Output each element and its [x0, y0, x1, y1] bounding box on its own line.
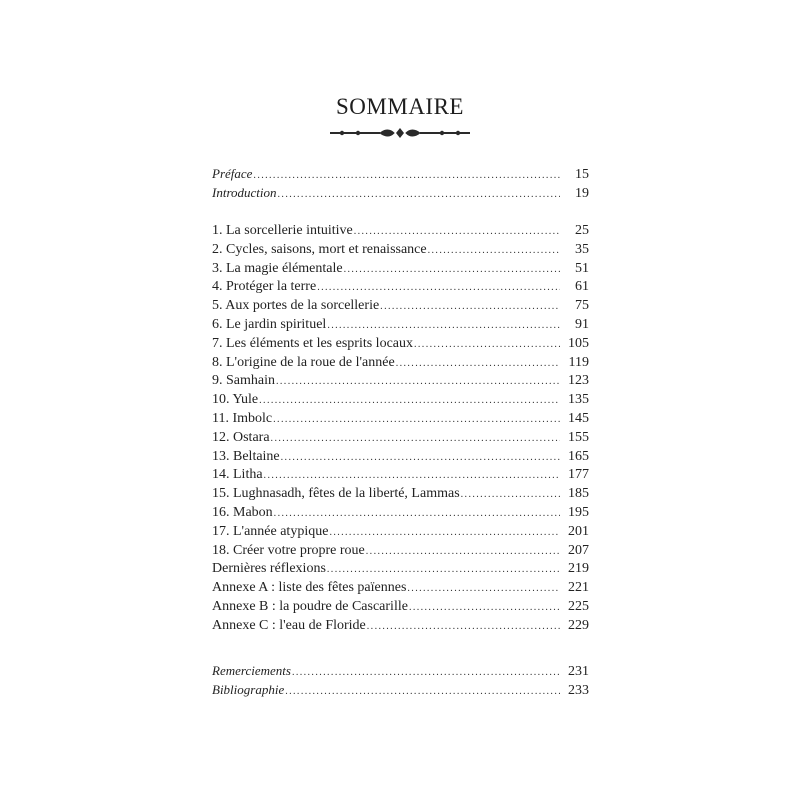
toc-entry — [212, 260, 589, 279]
toc-entry-label: 13. Beltaine — [212, 448, 280, 464]
dot-leader — [271, 430, 560, 449]
toc-entry — [212, 598, 589, 617]
toc-entry — [212, 410, 589, 429]
toc-entry-label: 16. Mabon — [212, 504, 273, 520]
toc-front-matter — [212, 165, 589, 203]
dot-leader — [409, 599, 560, 618]
toc-entry-page: 225 — [568, 598, 589, 614]
toc-entry-label: Remerciements — [212, 663, 291, 678]
toc-entry-label: Dernières réflexions — [212, 561, 326, 577]
toc-entry-label: 11. Imbolc — [212, 410, 273, 426]
toc-entry-page: 221 — [568, 580, 589, 596]
dot-leader — [278, 186, 560, 205]
dot-leader — [407, 580, 560, 599]
toc-entry-label: Préface — [212, 166, 253, 181]
toc-entry — [212, 662, 589, 681]
toc-entry — [212, 297, 589, 316]
toc-entry-label: 17. L'année atypique — [212, 523, 329, 539]
toc-entry-label: 14. Litha — [212, 467, 263, 483]
toc-entry-label: 10. Yule — [212, 392, 259, 408]
toc-entry — [212, 579, 589, 598]
toc-entry — [212, 617, 589, 636]
toc-entry — [212, 485, 589, 504]
toc-entry-page: 207 — [568, 542, 589, 558]
toc-entry-label: 5. Aux portes de la sorcellerie — [212, 298, 380, 314]
toc-entry-page: 185 — [568, 486, 589, 502]
toc-entry-label: Annexe A : liste des fêtes païennes — [212, 580, 407, 596]
toc-entry-page: 155 — [568, 429, 589, 445]
toc-entry — [212, 354, 589, 373]
ornament-divider — [328, 126, 472, 140]
toc-entry-label: Bibliographie — [212, 681, 285, 697]
toc-entry-page: 219 — [568, 561, 589, 577]
toc-entry-page: 75 — [575, 298, 589, 314]
toc-entry-label: 4. Protéger la terre — [212, 279, 317, 295]
dot-leader — [366, 543, 560, 562]
toc-entry-page: 119 — [568, 354, 589, 370]
toc-entry-page: 123 — [568, 373, 589, 389]
toc-back-matter — [212, 662, 589, 700]
toc-entry — [212, 335, 589, 354]
toc-entry-page: 177 — [568, 467, 589, 483]
toc-entry-page: 51 — [575, 260, 589, 276]
toc-entry — [212, 165, 589, 184]
toc-entry-label: 18. Créer votre propre roue — [212, 542, 365, 558]
dot-leader — [327, 317, 560, 336]
toc-entry-page: 15 — [575, 167, 589, 182]
toc-entry — [212, 184, 589, 203]
dot-leader — [367, 618, 560, 637]
toc-entry — [212, 560, 589, 579]
toc-entry-page: 201 — [568, 523, 589, 539]
dot-leader — [274, 505, 560, 524]
toc-entry — [212, 222, 589, 241]
dot-leader — [317, 279, 560, 298]
toc-entry — [212, 241, 589, 260]
toc-entry-page: 19 — [575, 185, 589, 201]
toc-entry-label: 7. Les éléments et les esprits locaux — [212, 335, 413, 351]
toc-entry-label: 3. La magie élémentale — [212, 260, 343, 276]
dot-leader — [259, 392, 560, 411]
toc-entry — [212, 448, 589, 467]
dot-leader — [273, 411, 560, 430]
toc-entry — [212, 391, 589, 410]
dot-leader — [461, 486, 560, 505]
toc-entry — [212, 504, 589, 523]
toc-entry — [212, 542, 589, 561]
toc-entry-page: 135 — [568, 392, 589, 408]
dot-leader — [354, 223, 560, 242]
toc-entry-label: 2. Cycles, saisons, mort et renaissance — [212, 241, 427, 257]
dot-leader — [344, 261, 560, 280]
toc-entry-page: 145 — [568, 410, 589, 426]
toc-entry-label: 8. L'origine de la roue de l'année — [212, 354, 395, 370]
dot-leader — [253, 167, 560, 186]
toc-entry-label: Introduction — [212, 184, 277, 200]
toc-chapters — [212, 222, 589, 636]
toc-entry-page: 233 — [568, 682, 589, 698]
dot-leader — [396, 355, 560, 374]
dot-leader — [380, 298, 560, 317]
toc-entry-label: 1. La sorcellerie intuitive — [212, 223, 353, 238]
dot-leader — [428, 242, 560, 261]
toc-entry — [212, 466, 589, 485]
dot-leader — [414, 336, 560, 355]
toc-entry-page: 231 — [568, 664, 589, 679]
toc-entry-page: 25 — [575, 223, 589, 238]
toc-entry-label: 6. Le jardin spirituel — [212, 316, 327, 332]
toc-entry — [212, 372, 589, 391]
toc-entry — [212, 523, 589, 542]
toc-entry — [212, 681, 589, 700]
toc-entry-page: 165 — [568, 448, 589, 464]
toc-entry-page: 61 — [575, 279, 589, 295]
dot-leader — [329, 524, 560, 543]
toc-entry-label: 15. Lughnasadh, fêtes de la liberté, Lammas — [212, 486, 460, 502]
dot-leader — [264, 467, 560, 486]
toc-entry-page: 105 — [568, 335, 589, 351]
toc-entry-page: 195 — [568, 504, 589, 520]
page-title: SOMMAIRE — [336, 94, 464, 119]
dot-leader — [285, 683, 560, 702]
toc-entry-page: 91 — [575, 316, 589, 332]
toc-entry — [212, 316, 589, 335]
toc-entry-label: Annexe B : la poudre de Cascarille — [212, 598, 408, 614]
dot-leader — [292, 664, 560, 683]
toc-entry-label: 9. Samhain — [212, 373, 275, 389]
toc-entry-label: 12. Ostara — [212, 429, 270, 445]
toc-entry — [212, 429, 589, 448]
toc-entry-page: 35 — [575, 241, 589, 257]
toc-entry — [212, 278, 589, 297]
dot-leader — [327, 561, 560, 580]
toc-entry-label: Annexe C : l'eau de Floride — [212, 617, 366, 633]
dot-leader — [281, 449, 560, 468]
toc-entry-page: 229 — [568, 617, 589, 633]
dot-leader — [276, 373, 560, 392]
